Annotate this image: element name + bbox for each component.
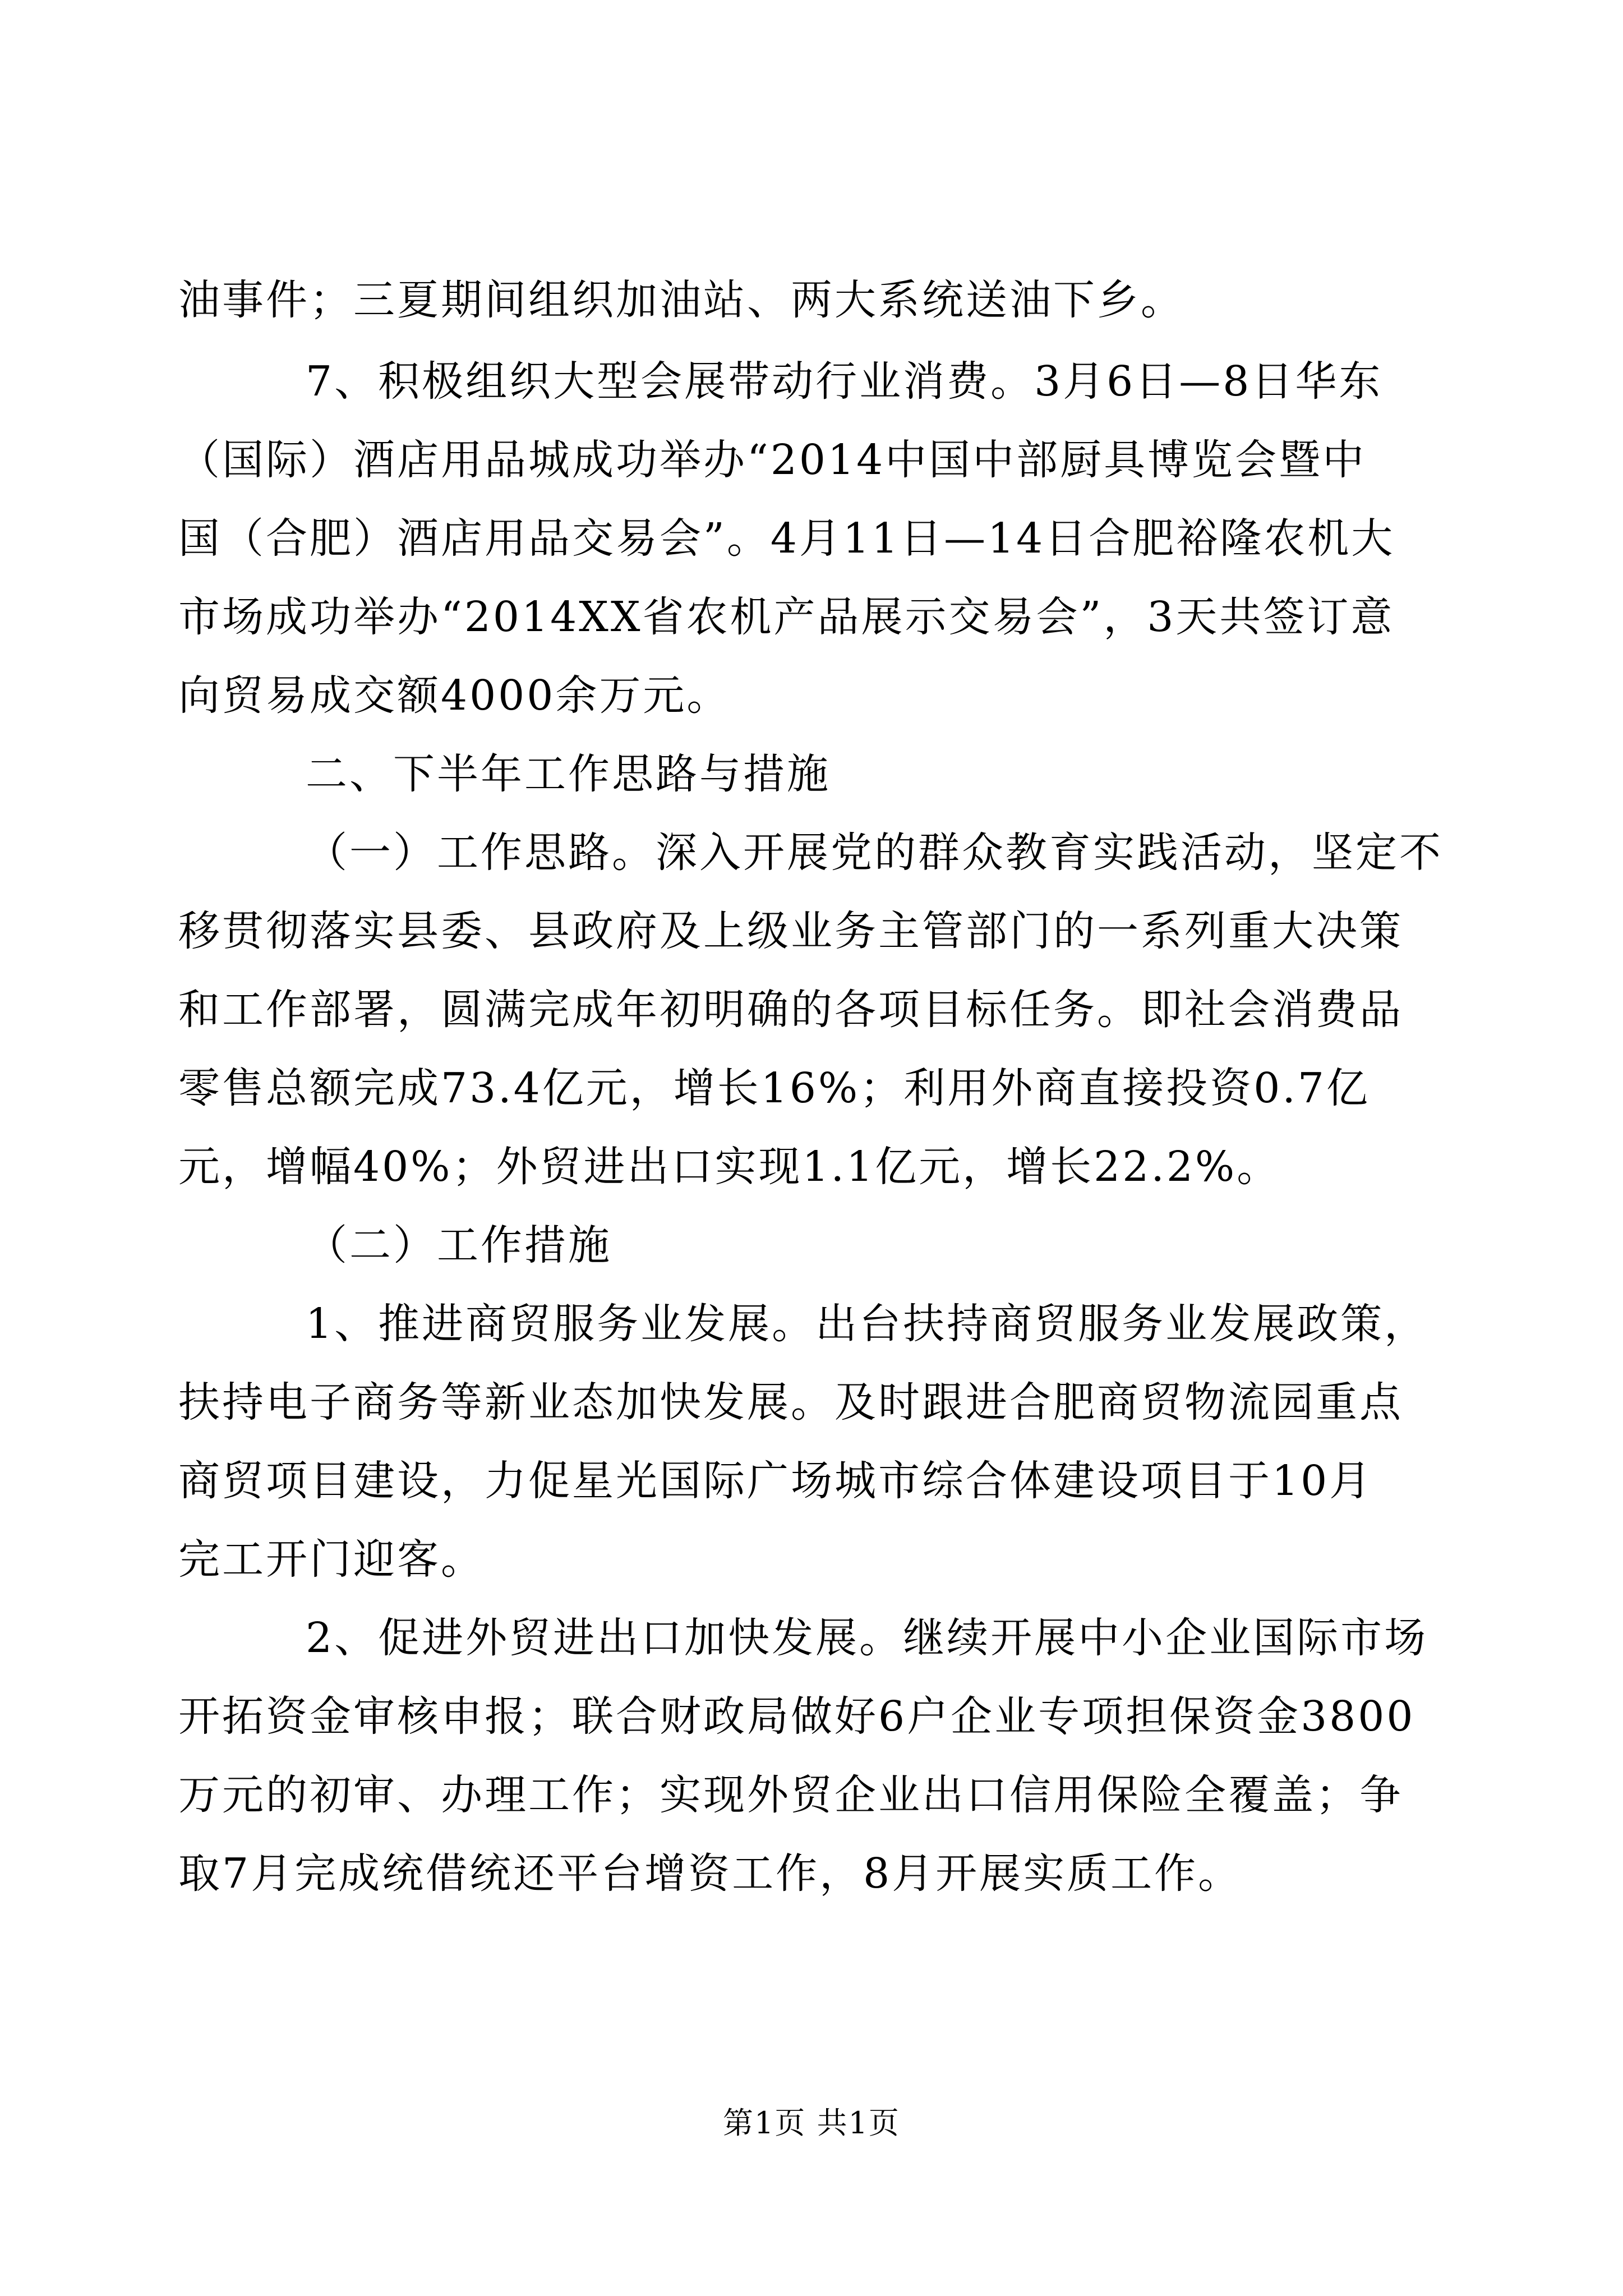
text-line: 零售总额完成73.4亿元，增长16%；利用外商直接投资0.7亿 [178, 1064, 1370, 1112]
text-line: 市场成功举办“2014XX省农机产品展示交易会”，3天共签订意 [178, 593, 1395, 641]
text-line: 商贸项目建设，力促星光国际广场城市综合体建设项目于10月 [178, 1457, 1373, 1505]
text-line: 完工开门迎客。 [178, 1535, 485, 1584]
subsection-heading: （二）工作措施 [306, 1221, 612, 1269]
text-line: 扶持电子商务等新业态加快发展。及时跟进合肥商贸物流园重点 [178, 1378, 1403, 1427]
text-line: 2、促进外贸进出口加快发展。继续开展中小企业国际市场 [306, 1614, 1428, 1662]
text-line: 和工作部署，圆满完成年初明确的各项目标任务。即社会消费品 [178, 986, 1403, 1034]
text-line: 开拓资金审核申报；联合财政局做好6户企业专项担保资金3800 [178, 1692, 1415, 1741]
section-heading: 二、下半年工作思路与措施 [306, 750, 831, 798]
text-line: （一）工作思路。深入开展党的群众教育实践活动，坚定不 [306, 829, 1443, 877]
page-number-footer: 第1页 共1页 [723, 2105, 900, 2141]
text-line: 国（合肥）酒店用品交易会”。4月11日—14日合肥裕隆农机大 [178, 514, 1395, 563]
text-line: 油事件；三夏期间组织加油站、两大系统送油下乡。 [178, 276, 1184, 324]
text-line: 7、积极组织大型会展带动行业消费。3月6日—8日华东 [306, 357, 1383, 406]
text-line: 向贸易成交额4000余万元。 [178, 671, 731, 720]
text-line: 万元的初审、办理工作；实现外贸企业出口信用保险全覆盖；争 [178, 1771, 1403, 1819]
text-line: 移贯彻落实县委、县政府及上级业务主管部门的一系列重大决策 [178, 907, 1403, 955]
text-line: 元，增幅40%；外贸进出口实现1.1亿元，增长22.2%。 [178, 1143, 1281, 1191]
text-line: 取7月完成统借统还平台增资工作，8月开展实质工作。 [178, 1849, 1242, 1898]
text-line: 1、推进商贸服务业发展。出台扶持商贸服务业发展政策， [306, 1300, 1428, 1348]
text-line: （国际）酒店用品城成功举办“2014中国中部厨具博览会暨中 [178, 436, 1367, 484]
